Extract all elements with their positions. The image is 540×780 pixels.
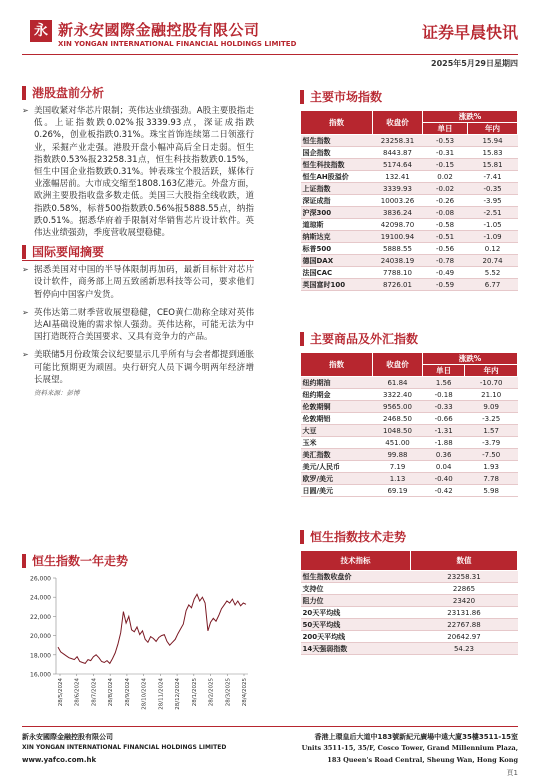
cell-day: -0.15 bbox=[423, 159, 468, 171]
cell-name: 恒生指数 bbox=[301, 135, 373, 147]
cell-price: 69.19 bbox=[373, 485, 423, 497]
table-row bbox=[301, 485, 518, 497]
cell-price: 5888.55 bbox=[373, 243, 423, 255]
col-header-value: 数值 bbox=[411, 551, 518, 571]
cell-day: -0.58 bbox=[423, 219, 468, 231]
cell-ytd: -10.70 bbox=[465, 377, 518, 389]
hk-analysis-text: 美国收紧对华芯片限制；英伟达业绩强劲。A股主要股指走低。上证指数跌0.02%报3339.93点，深证成指跌0.26%，创业板指跌0.31%。珠宝首饰连续第二日领涨行业，采掘产业走强。港股开盘小幅冲高后全日走弱。恒生指数跌0.53%报23258.31点，恒生科技指数跌0.15%，恒生中国企业指数跌0.31%。钟表珠宝个股活跃，媒体行业涨幅居前。大市成交缩至1808.163亿港元。外盘方面，欧洲主要股指收盘多数走低。美国三大股指全线收跌，道指跌0.58%，标普500指数跌0.56%报5888.55点，纳指跌0.51%。据悉华府着手限制对华销售芯片设计软件。英伟达业绩强劲，季度营收展望稳健。 bbox=[34, 106, 254, 239]
report-title: 证券早晨快讯 bbox=[421, 23, 518, 42]
x-tick-label: 28/5/2024 bbox=[58, 678, 64, 707]
cell-ytd: -3.25 bbox=[465, 413, 518, 425]
market-indices-body bbox=[301, 135, 518, 291]
cell-day: 0.02 bbox=[423, 171, 468, 183]
chart-section-title: 恒生指数一年走势 bbox=[22, 552, 254, 570]
cell-ytd: -1.09 bbox=[468, 231, 518, 243]
table-row bbox=[301, 147, 518, 159]
table-row bbox=[301, 413, 518, 425]
intl-news-text: 据悉美国对中国的半导体限制再加码，最新目标针对芯片设计软件，商务部上周五致函新思科技等公司，要求他们暂停向中国客户发货。 bbox=[34, 265, 254, 300]
col-header-ytd: 年内 bbox=[468, 123, 518, 135]
cell-ytd: 20.74 bbox=[468, 255, 518, 267]
x-tick-label: 28/1/2025 bbox=[191, 678, 198, 707]
cell-name: 日圆/美元 bbox=[301, 485, 373, 497]
cell-name: 恒生指数收盘价 bbox=[301, 571, 411, 583]
y-tick-label: 20,000 bbox=[30, 633, 51, 641]
cell-value: 23258.31 bbox=[411, 571, 518, 583]
cell-name: 玉米 bbox=[301, 437, 373, 449]
cell-price: 1048.50 bbox=[373, 425, 423, 437]
cell-day: -0.53 bbox=[423, 135, 468, 147]
footer-company-cn: 新永安國際金融控股有限公司 bbox=[22, 733, 113, 741]
cell-ytd: 5.98 bbox=[465, 485, 518, 497]
cell-price: 2468.50 bbox=[373, 413, 423, 425]
cell-price: 7788.10 bbox=[373, 267, 423, 279]
bullet-arrow-icon: ➢ bbox=[22, 106, 29, 115]
table-row bbox=[301, 195, 518, 207]
cell-ytd: 15.94 bbox=[468, 135, 518, 147]
table-row bbox=[301, 595, 518, 607]
cell-day: -0.51 bbox=[423, 231, 468, 243]
cell-ytd: 7.78 bbox=[465, 473, 518, 485]
table-row bbox=[301, 135, 518, 147]
cell-value: 22767.88 bbox=[411, 619, 518, 631]
table-row bbox=[301, 473, 518, 485]
col-header-day: 单日 bbox=[423, 365, 465, 377]
cell-day: -0.56 bbox=[423, 243, 468, 255]
col-header-price: 收盘价 bbox=[373, 353, 423, 377]
cell-name: 阻力位 bbox=[301, 595, 411, 607]
table-row bbox=[301, 171, 518, 183]
cell-ytd: 5.52 bbox=[468, 267, 518, 279]
cell-ytd: 15.81 bbox=[468, 159, 518, 171]
table-row bbox=[301, 571, 518, 583]
report-date: 2025年5月29日星期四 bbox=[431, 59, 518, 68]
company-name-en: XIN YONGAN INTERNATIONAL FINANCIAL HOLDINGS LIMITED bbox=[58, 40, 297, 48]
cell-name: 欧罗/美元 bbox=[301, 473, 373, 485]
footer-address-en-2: 183 Queen's Road Central, Sheung Wan, Hong Kong bbox=[327, 756, 518, 764]
table-row bbox=[301, 219, 518, 231]
bullet-arrow-icon: ➢ bbox=[22, 265, 29, 275]
cell-day: -0.42 bbox=[423, 485, 465, 497]
technicals-title: 恒生指数技术走势 bbox=[300, 528, 518, 546]
cell-ytd: -2.51 bbox=[468, 207, 518, 219]
table-row bbox=[301, 643, 518, 655]
col-header-name: 指数 bbox=[301, 353, 373, 377]
cell-name: 英国富时100 bbox=[301, 279, 373, 291]
cell-price: 23258.31 bbox=[373, 135, 423, 147]
cell-day: -0.26 bbox=[423, 195, 468, 207]
cell-price: 132.41 bbox=[373, 171, 423, 183]
company-logo: 永 bbox=[30, 20, 52, 42]
cell-day: -0.49 bbox=[423, 267, 468, 279]
x-tick-label: 28/3/2025 bbox=[225, 678, 232, 707]
technicals-section bbox=[300, 528, 518, 655]
hk-section-title: 港股盘前分析 bbox=[22, 84, 254, 102]
footer-divider bbox=[22, 726, 518, 727]
y-tick-label: 24,000 bbox=[30, 594, 51, 602]
commodities-body bbox=[301, 377, 518, 497]
cell-value: 23420 bbox=[411, 595, 518, 607]
table-row bbox=[301, 619, 518, 631]
cell-name: 纽约期金 bbox=[301, 389, 373, 401]
cell-name: 50天平均线 bbox=[301, 619, 411, 631]
cell-price: 9565.00 bbox=[373, 401, 423, 413]
col-header-change: 涨跌% bbox=[423, 353, 518, 365]
cell-ytd: -3.95 bbox=[468, 195, 518, 207]
table-row bbox=[301, 377, 518, 389]
table-row bbox=[301, 279, 518, 291]
x-tick-label: 28/8/2024 bbox=[108, 678, 115, 707]
cell-ytd: -7.50 bbox=[465, 449, 518, 461]
cell-day: 0.04 bbox=[423, 461, 465, 473]
cell-price: 5174.64 bbox=[373, 159, 423, 171]
cell-name: 国企指数 bbox=[301, 147, 373, 159]
cell-name: 美汇指数 bbox=[301, 449, 373, 461]
col-header-change: 涨跌% bbox=[423, 111, 518, 123]
table-row bbox=[301, 389, 518, 401]
cell-name: 支持位 bbox=[301, 583, 411, 595]
cell-price: 19100.94 bbox=[373, 231, 423, 243]
x-tick-label: 28/11/2024 bbox=[158, 678, 165, 710]
cell-name: 20天平均线 bbox=[301, 607, 411, 619]
page-header bbox=[0, 0, 540, 70]
intl-news-item bbox=[22, 264, 254, 301]
cell-day: -0.18 bbox=[423, 389, 465, 401]
cell-day: -0.78 bbox=[423, 255, 468, 267]
cell-name: 伦敦期铜 bbox=[301, 401, 373, 413]
commodities-section bbox=[300, 330, 518, 497]
cell-price: 3836.24 bbox=[373, 207, 423, 219]
cell-name: 14天强弱指数 bbox=[301, 643, 411, 655]
x-tick-label: 28/2/2025 bbox=[208, 678, 215, 707]
cell-name: 恒生科技指数 bbox=[301, 159, 373, 171]
col-header-name: 指数 bbox=[301, 111, 373, 135]
table-row bbox=[301, 437, 518, 449]
footer-address-cn: 香港上環皇后大道中183號新紀元廣場中遠大廈35樓3511-15室 bbox=[314, 733, 518, 741]
cell-ytd: -1.05 bbox=[468, 219, 518, 231]
table-row bbox=[301, 631, 518, 643]
cell-day: -0.08 bbox=[423, 207, 468, 219]
table-row bbox=[301, 449, 518, 461]
commodities-title: 主要商品及外汇指数 bbox=[300, 330, 518, 348]
cell-day: -0.02 bbox=[423, 183, 468, 195]
table-row bbox=[301, 159, 518, 171]
hsi-series-line bbox=[58, 594, 246, 663]
y-tick-label: 22,000 bbox=[30, 613, 51, 621]
col-header-price: 收盘价 bbox=[373, 111, 423, 135]
cell-day: -1.88 bbox=[423, 437, 465, 449]
market-indices-table bbox=[300, 110, 518, 291]
x-tick-label: 28/10/2024 bbox=[141, 678, 148, 710]
cell-price: 42098.70 bbox=[373, 219, 423, 231]
cell-ytd: 9.09 bbox=[465, 401, 518, 413]
cell-day: -0.59 bbox=[423, 279, 468, 291]
cell-ytd: 0.12 bbox=[468, 243, 518, 255]
hsi-chart bbox=[22, 574, 254, 724]
y-tick-label: 18,000 bbox=[30, 652, 51, 660]
cell-day: -0.40 bbox=[423, 473, 465, 485]
page-number: 頁1 bbox=[506, 769, 518, 777]
cell-price: 8726.01 bbox=[373, 279, 423, 291]
x-tick-label: 28/4/2025 bbox=[242, 678, 248, 707]
company-name-cn: 新永安國際金融控股有限公司 bbox=[58, 21, 260, 39]
table-row bbox=[301, 207, 518, 219]
hk-analysis-paragraph bbox=[22, 105, 254, 239]
cell-ytd: 21.10 bbox=[465, 389, 518, 401]
bullet-arrow-icon: ➢ bbox=[22, 307, 29, 317]
table-row bbox=[301, 183, 518, 195]
table-row bbox=[301, 461, 518, 473]
col-header-indicator: 技术指标 bbox=[301, 551, 411, 571]
footer-address-en-1: Units 3511-15, 35/F, Cosco Tower, Grand Millennium Plaza, bbox=[301, 744, 518, 752]
cell-name: 深证成指 bbox=[301, 195, 373, 207]
table-row bbox=[301, 583, 518, 595]
cell-day: -1.31 bbox=[423, 425, 465, 437]
footer-company-en: XIN YONGAN INTERNATIONAL FINANCIAL HOLDINGS LIMITED bbox=[22, 744, 227, 751]
table-row bbox=[301, 607, 518, 619]
cell-day: 1.56 bbox=[423, 377, 465, 389]
cell-price: 24038.19 bbox=[373, 255, 423, 267]
cell-name: 德国DAX bbox=[301, 255, 373, 267]
cell-price: 99.88 bbox=[373, 449, 423, 461]
table-row bbox=[301, 267, 518, 279]
hsi-chart-svg bbox=[22, 574, 254, 724]
cell-ytd: -3.79 bbox=[465, 437, 518, 449]
cell-name: 纳斯达克 bbox=[301, 231, 373, 243]
x-tick-label: 28/12/2024 bbox=[175, 678, 182, 710]
cell-price: 451.00 bbox=[373, 437, 423, 449]
cell-price: 3339.93 bbox=[373, 183, 423, 195]
cell-ytd: -0.35 bbox=[468, 183, 518, 195]
cell-name: 道琼斯 bbox=[301, 219, 373, 231]
cell-name: 伦敦期铝 bbox=[301, 413, 373, 425]
intl-news-item bbox=[22, 307, 254, 344]
cell-ytd: 1.57 bbox=[465, 425, 518, 437]
cell-name: 纽约期油 bbox=[301, 377, 373, 389]
cell-ytd: 6.77 bbox=[468, 279, 518, 291]
table-row bbox=[301, 255, 518, 267]
cell-name: 大豆 bbox=[301, 425, 373, 437]
technicals-body bbox=[301, 571, 518, 655]
cell-day: -0.31 bbox=[423, 147, 468, 159]
footer-website: www.yafco.com.hk bbox=[22, 756, 97, 764]
intl-news-text: 英伟达第二财季营收展望稳健，CEO黄仁勋称全球对英伟达AI基础设施的需求惊人强劲。英伟达称，可能无法为中国打造既符合美国要求、又具有竞争力的产品。 bbox=[34, 307, 254, 343]
source-note: 资料来源：彭博 bbox=[34, 389, 80, 398]
col-header-ytd: 年内 bbox=[465, 365, 518, 377]
cell-name: 恒生AH股溢价 bbox=[301, 171, 373, 183]
table-row bbox=[301, 231, 518, 243]
cell-name: 200天平均线 bbox=[301, 631, 411, 643]
cell-price: 61.84 bbox=[373, 377, 423, 389]
cell-price: 8443.87 bbox=[373, 147, 423, 159]
cell-price: 7.19 bbox=[373, 461, 423, 473]
cell-name: 标普500 bbox=[301, 243, 373, 255]
intl-news-item bbox=[22, 349, 254, 386]
cell-ytd: 1.93 bbox=[465, 461, 518, 473]
cell-name: 上证指数 bbox=[301, 183, 373, 195]
cell-ytd: 15.83 bbox=[468, 147, 518, 159]
cell-value: 22865 bbox=[411, 583, 518, 595]
market-indices-title: 主要市场指数 bbox=[300, 88, 518, 106]
intl-news-text: 美联储5月份政策会议纪要显示几乎所有与会者都提到通胀可能比预期更为顽固。央行研究人员下调今明两年经济增长展望。 bbox=[34, 350, 254, 385]
cell-day: -0.66 bbox=[423, 413, 465, 425]
intl-section-title: 国际要闻摘要 bbox=[22, 243, 254, 261]
left-column bbox=[22, 84, 254, 397]
cell-name: 美元/人民币 bbox=[301, 461, 373, 473]
commodities-table bbox=[300, 352, 518, 497]
table-row bbox=[301, 401, 518, 413]
cell-day: -0.33 bbox=[423, 401, 465, 413]
x-tick-label: 28/9/2024 bbox=[124, 678, 131, 707]
y-tick-label: 26,000 bbox=[30, 575, 51, 583]
cell-price: 1.13 bbox=[373, 473, 423, 485]
cell-price: 3322.40 bbox=[373, 389, 423, 401]
bullet-arrow-icon: ➢ bbox=[22, 350, 29, 360]
cell-ytd: -7.41 bbox=[468, 171, 518, 183]
cell-value: 54.23 bbox=[411, 643, 518, 655]
page-footer bbox=[0, 726, 540, 780]
cell-name: 法国CAC bbox=[301, 267, 373, 279]
table-row bbox=[301, 243, 518, 255]
technicals-table bbox=[300, 550, 518, 655]
market-indices-section bbox=[300, 88, 518, 291]
cell-name: 沪深300 bbox=[301, 207, 373, 219]
cell-value: 20642.97 bbox=[411, 631, 518, 643]
col-header-day: 单日 bbox=[423, 123, 468, 135]
x-tick-label: 28/6/2024 bbox=[74, 678, 81, 707]
table-row bbox=[301, 425, 518, 437]
cell-price: 10003.26 bbox=[373, 195, 423, 207]
cell-day: 0.36 bbox=[423, 449, 465, 461]
y-tick-label: 16,000 bbox=[30, 671, 51, 679]
x-tick-label: 28/7/2024 bbox=[91, 678, 98, 707]
header-divider bbox=[22, 54, 518, 55]
cell-value: 23131.86 bbox=[411, 607, 518, 619]
